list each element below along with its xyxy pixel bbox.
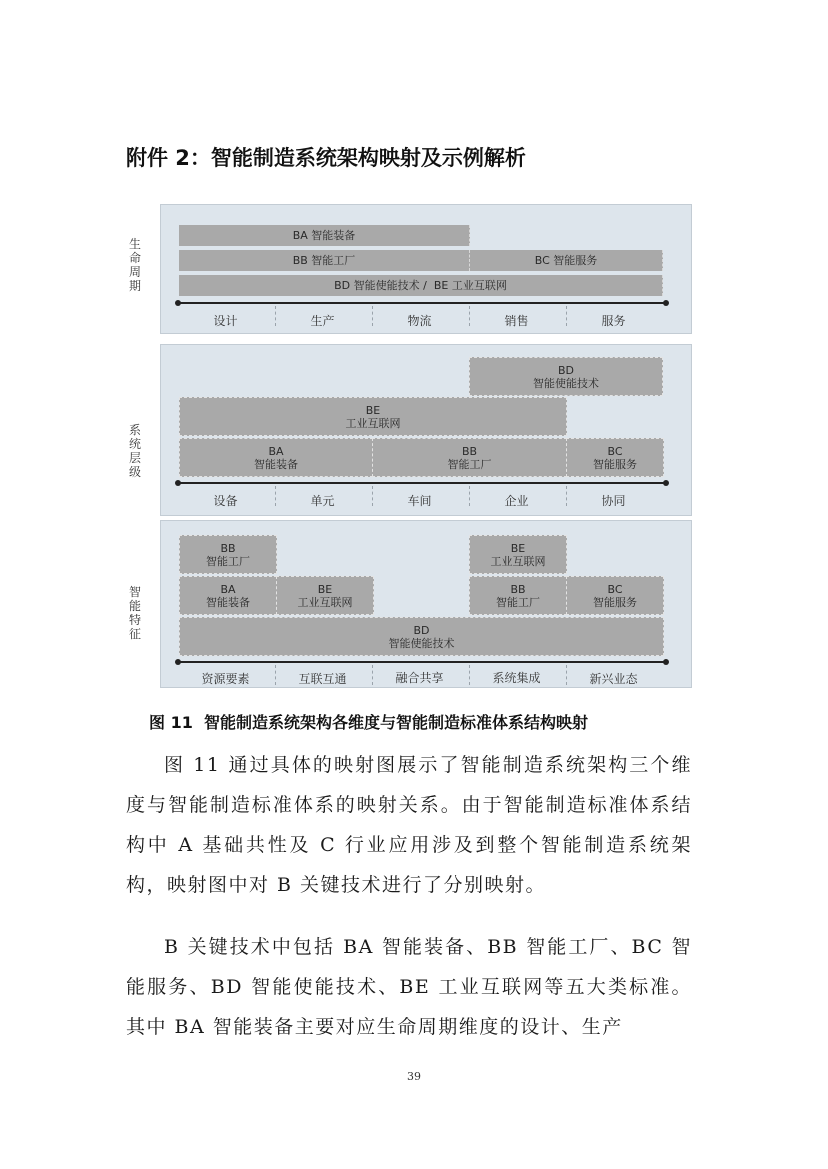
intelligent-feature-axis [177, 661, 667, 663]
bar-bb-smart-factory: BB 智能工厂 [372, 438, 567, 477]
bar-bc-smart-service: BC 智能服务 [566, 438, 664, 477]
system-level-panel [128, 344, 692, 516]
axis-label-emerging-business: 新兴业态 [589, 672, 638, 686]
axis-label-device: 设备 [213, 494, 238, 508]
axis-label-design: 设计 [213, 314, 238, 328]
page-number: 39 [407, 1070, 421, 1083]
axis-label-system-integration: 系统集成 [492, 671, 541, 685]
axis-label-fusion-sharing: 融合共享 [395, 671, 444, 685]
bar-bb-smart-factory-1: BB 智能工厂 [179, 535, 277, 574]
bar-ba-smart-equipment: BA 智能装备 [179, 225, 470, 246]
axis-label-interconnection: 互联互通 [298, 672, 347, 686]
body-paragraph-1: 图 11 通过具体的映射图展示了智能制造系统架构三个维度与智能制造标准体系的映射关系。由于智能制造标准体系结构中 A 基础共性及 C 行业应用涉及到整个智能制造系统架构，映射图中对 B 关键技术进行了分别映射。 [126, 754, 692, 896]
lifecycle-panel [128, 204, 692, 334]
bar-bd-enabling-tech: BD 智能使能技术 [469, 357, 663, 396]
axis-label-enterprise: 企业 [504, 494, 529, 508]
body-paragraph-2: B 关键技术中包括 BA 智能装备、BB 智能工厂、BC 智能服务、BD 智能使能技术、BE 工业互联网等五大类标准。其中 BA 智能装备主要对应生命周期维度的设计、生产 [126, 936, 692, 1038]
axis-label-logistics: 物流 [407, 314, 432, 328]
axis-label-unit: 单元 [310, 494, 335, 508]
bar-bc-smart-service: BC 智能服务 [566, 576, 664, 615]
bar-be-industrial-internet-2: BE 工业互联网 [469, 535, 567, 574]
axis-label-resources: 资源要素 [201, 672, 250, 686]
axis-label-production: 生产 [310, 314, 335, 328]
figure-caption: 图 11 智能制造系统架构各维度与智能制造标准体系结构映射 [149, 713, 588, 732]
axis-label-sales: 销售 [504, 314, 529, 328]
system-level-label: 系 统 层 级 [128, 423, 141, 479]
intelligent-feature-label: 智 能 特 征 [128, 585, 141, 641]
bar-bb-smart-factory-2: BB 智能工厂 [469, 576, 567, 615]
appendix-heading: 附件 2：智能制造系统架构映射及示例解析 [126, 146, 526, 170]
bar-bc-smart-service: BC 智能服务 [470, 250, 663, 271]
system-level-axis [177, 482, 667, 484]
intelligent-feature-panel [128, 520, 692, 688]
bar-bb-smart-factory: BB 智能工厂 [179, 250, 470, 271]
bar-ba-smart-equipment: BA 智能装备 [179, 576, 277, 615]
lifecycle-axis [177, 302, 667, 304]
bar-be-industrial-internet: BE 工业互联网 [179, 397, 567, 436]
bar-ba-smart-equipment: BA 智能装备 [179, 438, 373, 477]
bar-be-industrial-internet-1: BE 工业互联网 [276, 576, 374, 615]
axis-label-service: 服务 [601, 314, 626, 328]
axis-label-collaboration: 协同 [601, 494, 626, 508]
axis-label-workshop: 车间 [407, 494, 432, 508]
bar-bd-be: BD 智能使能技术 / BE 工业互联网 [179, 275, 663, 296]
bar-bd-enabling-tech: BD 智能使能技术 [179, 617, 664, 656]
lifecycle-label: 生 命 周 期 [128, 237, 141, 293]
